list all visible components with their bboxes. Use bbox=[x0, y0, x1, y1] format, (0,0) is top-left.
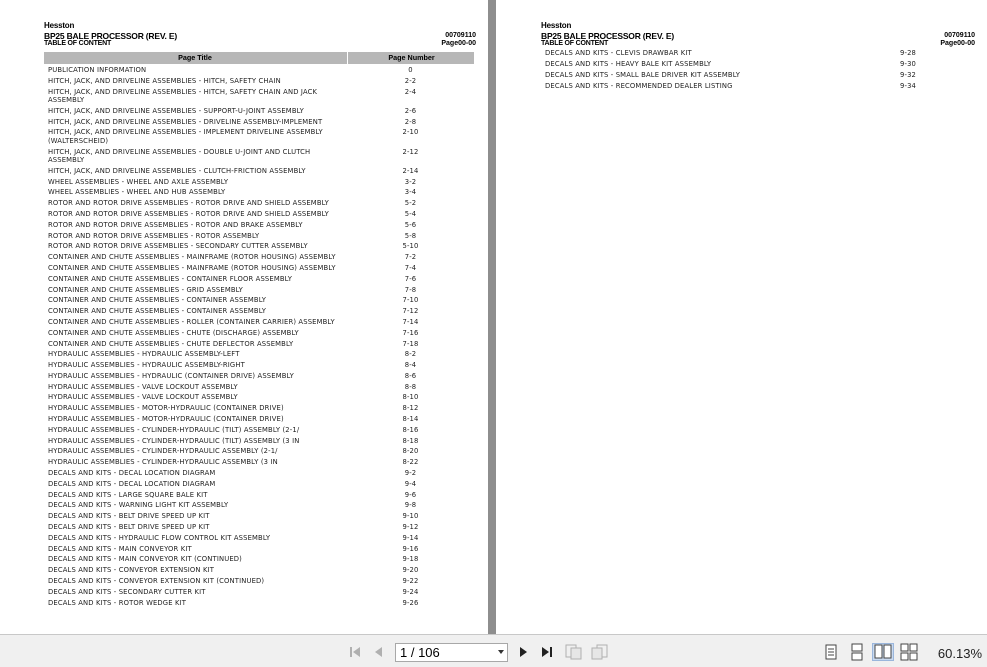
toc-row-title: CONTAINER AND CHUTE ASSEMBLIES - CHUTE DEFLECTOR ASSEMBLY bbox=[48, 339, 294, 348]
toc-list-right bbox=[545, 49, 925, 93]
toc-row-title: DECALS AND KITS - WARNING LIGHT KIT ASSEMBLY bbox=[48, 501, 229, 510]
toc-row-page-number: 5-6 bbox=[404, 220, 417, 229]
col-header-page-title: Page Title bbox=[178, 53, 212, 62]
toc-row-page-number: 9-32 bbox=[900, 71, 917, 79]
toc-row[interactable] bbox=[44, 545, 474, 556]
toc-row-page-number: 9-14 bbox=[402, 533, 419, 542]
toc-row-page-number: 9-2 bbox=[404, 469, 417, 478]
toc-row-title: DECALS AND KITS - DECAL LOCATION DIAGRAM bbox=[48, 479, 216, 488]
chevron-down-icon bbox=[498, 650, 504, 654]
toc-row-page-number: 2-2 bbox=[404, 76, 417, 85]
document-code: 00709110 bbox=[944, 32, 975, 39]
brand-name: Hesston bbox=[541, 21, 572, 30]
toc-row-title: CONTAINER AND CHUTE ASSEMBLIES - CONTAINER FLOOR ASSEMBLY bbox=[48, 274, 293, 283]
toc-row[interactable] bbox=[44, 361, 474, 372]
toc-row[interactable] bbox=[44, 534, 474, 545]
toc-row[interactable] bbox=[44, 372, 474, 383]
toc-row-title: ROTOR AND ROTOR DRIVE ASSEMBLIES - SECONDARY CUTTER ASSEMBLY bbox=[48, 242, 308, 251]
toc-row-title: HYDRAULIC ASSEMBLIES - HYDRAULIC ASSEMBLY-RIGHT bbox=[48, 361, 245, 370]
toc-row-page-number: 5-8 bbox=[404, 231, 417, 240]
toc-row[interactable] bbox=[44, 307, 474, 318]
toc-row-page-number: 3-2 bbox=[404, 177, 417, 186]
next-page-icon[interactable] bbox=[514, 643, 532, 661]
toc-row[interactable] bbox=[44, 415, 474, 426]
toc-row-title: DECALS AND KITS - RECOMMENDED DEALER LISTING bbox=[545, 82, 733, 90]
toc-row[interactable] bbox=[545, 60, 925, 71]
page-navigation-toolbar bbox=[0, 634, 987, 667]
toc-row-page-number: 5-2 bbox=[404, 199, 417, 208]
toc-row[interactable] bbox=[44, 350, 474, 361]
toc-row[interactable] bbox=[44, 286, 474, 297]
toc-row[interactable] bbox=[44, 296, 474, 307]
toc-row-title: DECALS AND KITS - SECONDARY CUTTER KIT bbox=[48, 587, 206, 596]
toc-row-title: HYDRAULIC ASSEMBLIES - MOTOR-HYDRAULIC (CONTAINER DRIVE) bbox=[48, 415, 284, 424]
toc-row-title: DECALS AND KITS - CONVEYOR EXTENSION KIT (CONTINUED) bbox=[48, 577, 265, 586]
toc-row-page-number: 9-6 bbox=[404, 490, 417, 499]
toc-row[interactable] bbox=[44, 242, 474, 253]
toc-row-title: DECALS AND KITS - BELT DRIVE SPEED UP KIT bbox=[48, 512, 210, 521]
toc-row-title: ROTOR AND ROTOR DRIVE ASSEMBLIES - ROTOR DRIVE AND SHIELD ASSEMBLY bbox=[48, 209, 329, 218]
toc-row-title: CONTAINER AND CHUTE ASSEMBLIES - MAINFRAME (ROTOR HOUSING) ASSEMBLY bbox=[48, 263, 336, 272]
toc-row-title: ROTOR AND ROTOR DRIVE ASSEMBLIES - ROTOR AND BRAKE ASSEMBLY bbox=[48, 220, 303, 229]
toc-row-title: HYDRAULIC ASSEMBLIES - CYLINDER-HYDRAULIC (TILT) ASSEMBLY (3 IN bbox=[48, 436, 300, 445]
toc-row-title: CONTAINER AND CHUTE ASSEMBLIES - GRID ASSEMBLY bbox=[48, 285, 243, 294]
toc-row[interactable] bbox=[44, 588, 474, 599]
toc-row-title: ROTOR AND ROTOR DRIVE ASSEMBLIES - ROTOR ASSEMBLY bbox=[48, 231, 260, 240]
toc-row-page-number: 9-12 bbox=[402, 523, 419, 532]
toc-row-page-number: 7-8 bbox=[404, 285, 417, 294]
toc-row[interactable] bbox=[44, 577, 474, 588]
toc-row-title: DECALS AND KITS - HYDRAULIC FLOW CONTROL KIT ASSEMBLY bbox=[48, 533, 271, 542]
prev-page-icon[interactable] bbox=[370, 643, 388, 661]
toc-row[interactable] bbox=[44, 66, 474, 77]
toc-list bbox=[44, 66, 474, 609]
document-title: BP25 BALE PROCESSOR (REV. E) bbox=[541, 31, 674, 41]
toc-row-page-number: 2-14 bbox=[402, 166, 419, 175]
toc-row-title: HYDRAULIC ASSEMBLIES - CYLINDER-HYDRAULIC ASSEMBLY (2-1/ bbox=[48, 447, 278, 456]
toc-row-title: CONTAINER AND CHUTE ASSEMBLIES - CHUTE (DISCHARGE) ASSEMBLY bbox=[48, 328, 299, 337]
toc-row[interactable] bbox=[44, 128, 474, 147]
toc-row-title: DECALS AND KITS - SMALL BALE DRIVER KIT ASSEMBLY bbox=[545, 71, 741, 79]
toc-row[interactable] bbox=[545, 82, 925, 93]
toc-row-title: DECALS AND KITS - ROTOR WEDGE KIT bbox=[48, 598, 187, 607]
toc-row-page-number: 9-24 bbox=[402, 587, 419, 596]
toc-row-page-number: 9-18 bbox=[402, 555, 419, 564]
toc-row-title: HITCH, JACK, AND DRIVELINE ASSEMBLIES - SUPPORT-U-JOINT ASSEMBLY bbox=[48, 106, 304, 115]
toc-row[interactable] bbox=[44, 480, 474, 491]
page-number-select[interactable] bbox=[395, 643, 508, 662]
toc-row-page-number: 8-14 bbox=[402, 415, 419, 424]
document-code: 00709110 bbox=[445, 32, 476, 39]
toc-row-title: DECALS AND KITS - DECAL LOCATION DIAGRAM bbox=[48, 469, 216, 478]
toc-row[interactable] bbox=[545, 71, 925, 82]
toc-row-title: WHEEL ASSEMBLIES - WHEEL AND AXLE ASSEMBLY bbox=[48, 177, 229, 186]
toc-row-title: DECALS AND KITS - MAIN CONVEYOR KIT bbox=[48, 544, 192, 553]
toc-row-page-number: 2-10 bbox=[402, 128, 419, 137]
toc-row-title: HITCH, JACK, AND DRIVELINE ASSEMBLIES - HITCH, SAFETY CHAIN bbox=[48, 76, 281, 85]
toc-row-page-number: 8-8 bbox=[404, 382, 417, 391]
toc-row-page-number: 2-4 bbox=[404, 87, 417, 96]
toc-row-page-number: 7-2 bbox=[404, 253, 417, 262]
toc-row-title: HITCH, JACK, AND DRIVELINE ASSEMBLIES - IMPLEMENT DRIVELINE ASSEMBLY (WALTERSCHEID) bbox=[48, 128, 323, 145]
toc-row[interactable] bbox=[44, 437, 474, 448]
toc-row[interactable] bbox=[44, 404, 474, 415]
toc-row[interactable] bbox=[44, 340, 474, 351]
toc-row[interactable] bbox=[44, 566, 474, 577]
toc-row-title: HYDRAULIC ASSEMBLIES - VALVE LOCKOUT ASSEMBLY bbox=[48, 382, 238, 391]
toc-row-page-number: 8-12 bbox=[402, 404, 419, 413]
col-header-page-number: Page Number bbox=[347, 52, 475, 64]
toc-row-page-number: 8-2 bbox=[404, 350, 417, 359]
first-page-icon[interactable] bbox=[346, 643, 364, 661]
toc-row-page-number: 7-16 bbox=[402, 328, 419, 337]
page-label: Page00-00 bbox=[441, 40, 476, 47]
toc-row-page-number: 0 bbox=[408, 66, 413, 74]
toc-row-title: DECALS AND KITS - BELT DRIVE SPEED UP KIT bbox=[48, 523, 210, 532]
toc-row-page-number: 7-14 bbox=[402, 317, 419, 326]
toc-row-page-number: 8-4 bbox=[404, 361, 417, 370]
toc-row-title: CONTAINER AND CHUTE ASSEMBLIES - CONTAINER ASSEMBLY bbox=[48, 307, 267, 316]
two-page-continuous-view-icon[interactable] bbox=[898, 643, 920, 661]
toc-row-title: HYDRAULIC ASSEMBLIES - CYLINDER-HYDRAULIC (TILT) ASSEMBLY (2-1/ bbox=[48, 425, 300, 434]
page-label: Page00-00 bbox=[940, 40, 975, 47]
document-page-left bbox=[0, 0, 488, 634]
toc-row[interactable] bbox=[44, 555, 474, 566]
toc-row-page-number: 8-18 bbox=[402, 436, 419, 445]
toc-row-page-number: 9-8 bbox=[404, 501, 417, 510]
two-page-view-icon[interactable] bbox=[872, 643, 894, 661]
toc-row[interactable] bbox=[44, 275, 474, 286]
toc-row[interactable] bbox=[44, 426, 474, 437]
toc-row[interactable] bbox=[44, 88, 474, 107]
single-page-view-icon[interactable] bbox=[820, 643, 842, 661]
toc-row-page-number: 9-30 bbox=[900, 60, 917, 68]
toc-row-title: CONTAINER AND CHUTE ASSEMBLIES - ROLLER (CONTAINER CARRIER) ASSEMBLY bbox=[48, 317, 335, 326]
prev-view-icon[interactable] bbox=[565, 643, 583, 661]
toc-row[interactable] bbox=[44, 107, 474, 118]
toc-row-title: DECALS AND KITS - CONVEYOR EXTENSION KIT bbox=[48, 566, 215, 575]
toc-row-title: CONTAINER AND CHUTE ASSEMBLIES - MAINFRAME (ROTOR HOUSING) ASSEMBLY bbox=[48, 253, 336, 262]
toc-row-title: HYDRAULIC ASSEMBLIES - VALVE LOCKOUT ASSEMBLY bbox=[48, 393, 238, 402]
document-page-right bbox=[496, 0, 987, 634]
toc-row-page-number: 9-4 bbox=[404, 479, 417, 488]
toc-row-page-number: 9-20 bbox=[402, 566, 419, 575]
toc-row-page-number: 7-6 bbox=[404, 274, 417, 283]
toc-row[interactable] bbox=[44, 199, 474, 210]
continuous-view-icon[interactable] bbox=[846, 643, 868, 661]
toc-row-title: HYDRAULIC ASSEMBLIES - HYDRAULIC ASSEMBLY-LEFT bbox=[48, 350, 240, 359]
toc-row-page-number: 5-10 bbox=[402, 242, 419, 251]
zoom-level[interactable]: 60.13% bbox=[937, 646, 982, 661]
toc-row[interactable] bbox=[44, 458, 474, 469]
toc-row[interactable] bbox=[44, 491, 474, 502]
toc-row-page-number: 7-10 bbox=[402, 296, 419, 305]
toc-row[interactable] bbox=[44, 118, 474, 129]
toc-row-title: HYDRAULIC ASSEMBLIES - MOTOR-HYDRAULIC (CONTAINER DRIVE) bbox=[48, 404, 284, 413]
toc-row-title: HYDRAULIC ASSEMBLIES - CYLINDER-HYDRAULIC ASSEMBLY (3 IN bbox=[48, 458, 278, 467]
toc-row-page-number: 9-34 bbox=[900, 82, 917, 90]
toc-row-page-number: 2-12 bbox=[402, 147, 419, 156]
toc-row[interactable] bbox=[44, 178, 474, 189]
toc-row[interactable] bbox=[44, 253, 474, 264]
toc-row-page-number: 7-4 bbox=[404, 263, 417, 272]
toc-row[interactable] bbox=[44, 447, 474, 458]
toc-row[interactable] bbox=[44, 501, 474, 512]
toc-row[interactable] bbox=[44, 232, 474, 243]
toc-row[interactable] bbox=[44, 383, 474, 394]
toc-row-title: DECALS AND KITS - CLEVIS DRAWBAR KIT bbox=[545, 49, 692, 57]
toc-row-page-number: 9-26 bbox=[402, 598, 419, 607]
toc-row[interactable] bbox=[44, 148, 474, 167]
toc-row-title: PUBLICATION INFORMATION bbox=[48, 66, 147, 74]
brand-name: Hesston bbox=[44, 21, 75, 30]
toc-row-page-number: 2-6 bbox=[404, 106, 417, 115]
toc-row-title: HITCH, JACK, AND DRIVELINE ASSEMBLIES - HITCH, SAFETY CHAIN AND JACK ASSEMBLY bbox=[48, 87, 318, 104]
toc-row-title: WHEEL ASSEMBLIES - WHEEL AND HUB ASSEMBLY bbox=[48, 188, 226, 197]
page-number-value: 1 / 106 bbox=[400, 645, 440, 660]
toc-row-page-number: 8-6 bbox=[404, 371, 417, 380]
toc-row-page-number: 8-22 bbox=[402, 458, 419, 467]
toc-row-page-number: 5-4 bbox=[404, 209, 417, 218]
document-title: BP25 BALE PROCESSOR (REV. E) bbox=[44, 31, 177, 41]
toc-row-page-number: 7-12 bbox=[402, 307, 419, 316]
toc-row-title: DECALS AND KITS - MAIN CONVEYOR KIT (CONTINUED) bbox=[48, 555, 242, 564]
toc-row-page-number: 3-4 bbox=[404, 188, 417, 197]
toc-row-title: HITCH, JACK, AND DRIVELINE ASSEMBLIES - DRIVELINE ASSEMBLY-IMPLEMENT bbox=[48, 117, 323, 126]
toc-row-title: DECALS AND KITS - HEAVY BALE KIT ASSEMBLY bbox=[545, 60, 712, 68]
toc-row-title: HITCH, JACK, AND DRIVELINE ASSEMBLIES - CLUTCH-FRICTION ASSEMBLY bbox=[48, 166, 306, 175]
toc-row[interactable] bbox=[44, 329, 474, 340]
toc-row[interactable] bbox=[44, 599, 474, 610]
toc-row[interactable] bbox=[545, 49, 925, 60]
toc-row-page-number: 9-16 bbox=[402, 544, 419, 553]
toc-row-page-number: 2-8 bbox=[404, 117, 417, 126]
toc-row[interactable] bbox=[44, 469, 474, 480]
toc-row-title: HITCH, JACK, AND DRIVELINE ASSEMBLIES - DOUBLE U-JOINT AND CLUTCH ASSEMBLY bbox=[48, 147, 311, 164]
toc-row-page-number: 9-22 bbox=[402, 577, 419, 586]
document-subtitle: TABLE OF CONTENT bbox=[44, 40, 112, 47]
toc-row-page-number: 8-16 bbox=[402, 425, 419, 434]
toc-row-page-number: 8-20 bbox=[402, 447, 419, 456]
toc-row[interactable] bbox=[44, 523, 474, 534]
toc-row[interactable] bbox=[44, 167, 474, 178]
toc-row[interactable] bbox=[44, 393, 474, 404]
toc-header bbox=[44, 52, 474, 64]
toc-row[interactable] bbox=[44, 512, 474, 523]
toc-row[interactable] bbox=[44, 210, 474, 221]
toc-row-title: HYDRAULIC ASSEMBLIES - HYDRAULIC (CONTAINER DRIVE) ASSEMBLY bbox=[48, 371, 294, 380]
toc-row-page-number: 8-10 bbox=[402, 393, 419, 402]
last-page-icon[interactable] bbox=[538, 643, 556, 661]
toc-row-page-number: 9-28 bbox=[900, 49, 917, 57]
toc-row-page-number: 7-18 bbox=[402, 339, 419, 348]
toc-row[interactable] bbox=[44, 77, 474, 88]
document-subtitle: TABLE OF CONTENT bbox=[541, 40, 609, 47]
toc-row-title: CONTAINER AND CHUTE ASSEMBLIES - CONTAINER ASSEMBLY bbox=[48, 296, 267, 305]
toc-row[interactable] bbox=[44, 318, 474, 329]
toc-row[interactable] bbox=[44, 264, 474, 275]
toc-row-page-number: 9-10 bbox=[402, 512, 419, 521]
toc-row[interactable] bbox=[44, 188, 474, 199]
toc-row-title: DECALS AND KITS - LARGE SQUARE BALE KIT bbox=[48, 490, 208, 499]
next-view-icon[interactable] bbox=[591, 643, 609, 661]
toc-row-title: ROTOR AND ROTOR DRIVE ASSEMBLIES - ROTOR DRIVE AND SHIELD ASSEMBLY bbox=[48, 199, 329, 208]
toc-row[interactable] bbox=[44, 221, 474, 232]
